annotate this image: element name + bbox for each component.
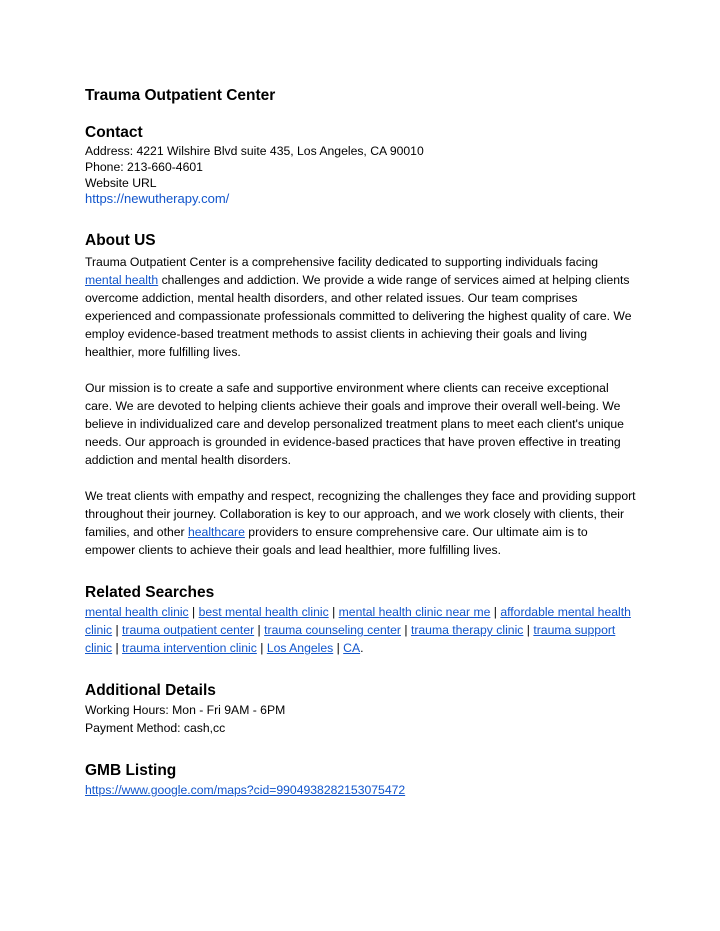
link-separator: | [400, 623, 411, 637]
website-link[interactable]: https://newutherapy.com/ [85, 191, 230, 206]
related-search-link[interactable]: trauma counseling center [264, 623, 401, 637]
about-paragraph-1: Trauma Outpatient Center is a comprehensive facility dedicated to supporting individuals facing mental health challenges and addiction. We provide a wide range of services aimed at helping clients overcome addiction, mental health disorders, and other related issues. Our team comprises experienced and compassionate professionals committed to delivering the highest quality of care. We employ evidence-based treatment methods to assist clients in achieving their goals and living healthier, more fulfilling lives. [85, 255, 632, 359]
link-separator: | [490, 605, 501, 619]
related-search-link[interactable]: affordable mental health clinic [85, 605, 631, 637]
gmb-listing-heading: GMB Listing [85, 762, 177, 779]
link-separator: | [188, 605, 199, 619]
link-separator: | [112, 623, 123, 637]
related-search-link[interactable]: Los Angeles [266, 641, 334, 655]
related-search-link[interactable]: best mental health clinic [198, 605, 329, 619]
link-separator: | [256, 641, 267, 655]
list-end-period: . [360, 641, 364, 655]
contact-heading: Contact [85, 124, 143, 141]
website-label: Website URL [85, 176, 157, 190]
link-separator: | [523, 623, 534, 637]
about-paragraph-3: We treat clients with empathy and respect, recognizing the challenges they face and providing support throughout their journey. Collaboration is key to our approach, and we work closely with clients, their families, and other healthcare providers to ensure comprehensive care. Our ultimate aim is to empower clients to achieve their goals and lead healthier, more fulfilling lives. [85, 489, 636, 557]
gmb-url-line [85, 781, 636, 799]
related-searches-heading: Related Searches [85, 584, 215, 601]
payment-method-text: Payment Method: cash,cc [85, 721, 226, 735]
about-paragraph-2: Our mission is to create a safe and supportive environment where clients can receive exceptional care. We are devoted to helping clients achieve their goals and improve their overall well-being. We believe in individualized care and develop personalized treatment plans to meet each client's unique needs. Our approach is grounded in evidence-based practices that have proven effective in treating addiction and mental health disorders. [85, 381, 624, 467]
link-separator: | [254, 623, 265, 637]
related-search-link[interactable]: mental health clinic [85, 605, 189, 619]
related-search-link[interactable]: trauma outpatient center [122, 623, 255, 637]
spacer [85, 207, 636, 231]
document-title: Trauma Outpatient Center [85, 87, 276, 104]
link-separator: | [328, 605, 339, 619]
link-separator: | [112, 641, 123, 655]
address-text: Address: 4221 Wilshire Blvd suite 435, Los Angeles, CA 90010 [85, 144, 424, 158]
healthcare-link[interactable]: healthcare [187, 525, 245, 539]
related-search-link[interactable]: trauma support clinic [85, 623, 616, 655]
website-url-line [85, 191, 636, 207]
phone-text: Phone: 213-660-4601 [85, 160, 203, 174]
related-searches-list [85, 603, 636, 657]
working-hours-text: Working Hours: Mon - Fri 9AM - 6PM [85, 703, 286, 717]
mental-health-link[interactable]: mental health [85, 273, 159, 287]
gmb-link[interactable]: https://www.google.com/maps?cid=9904938282153075472 [85, 783, 406, 797]
link-separator: | [333, 641, 344, 655]
related-search-link[interactable]: trauma intervention clinic [122, 641, 257, 655]
related-search-link[interactable]: mental health clinic near me [338, 605, 491, 619]
additional-details-heading: Additional Details [85, 682, 216, 699]
about-heading: About US [85, 232, 156, 249]
related-search-link[interactable]: trauma therapy clinic [410, 623, 524, 637]
related-search-link[interactable]: CA [343, 641, 361, 655]
